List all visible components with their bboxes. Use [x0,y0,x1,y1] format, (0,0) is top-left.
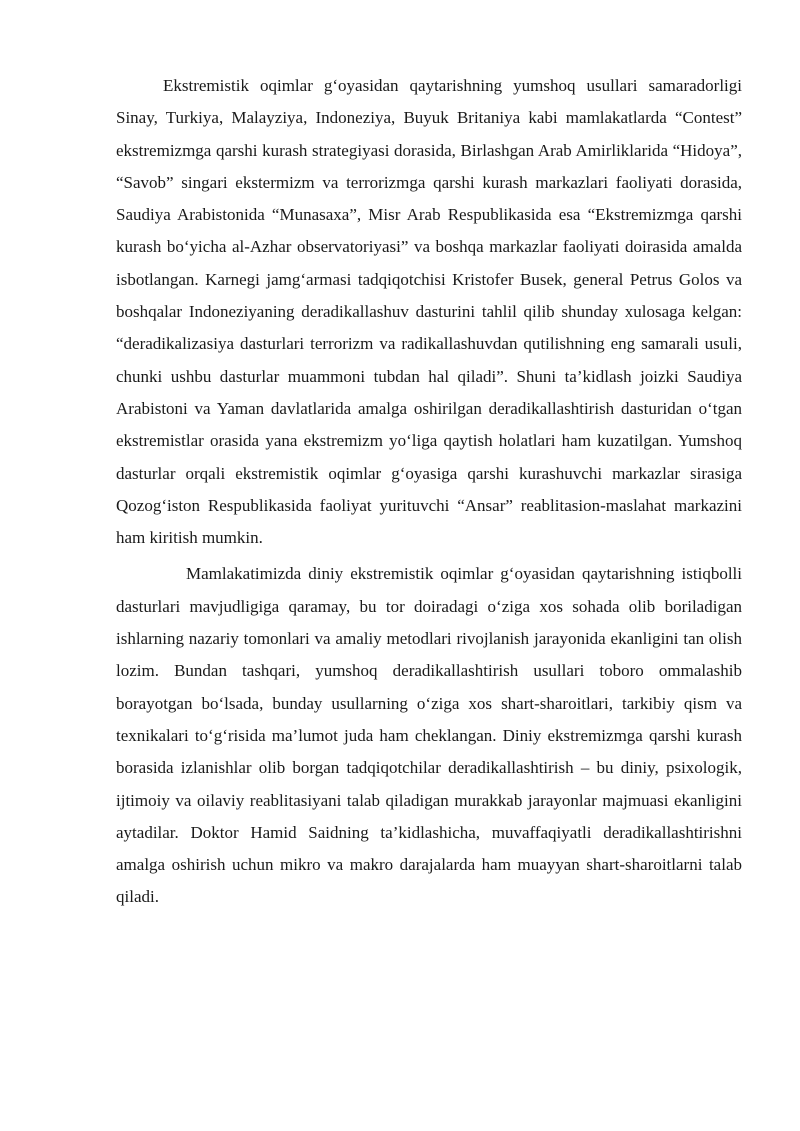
paragraph-1: Ekstremistik oqimlar g‘oyasidan qaytarishning yumshoq usullari samaradorligi Sinay, Turkiya, Malayziya, Indoneziya, Buyuk Britaniya kabi mamlakatlarda “Contest” ekstremizmga qarshi kurash strategiyasi dorasida, Birlashgan Arab Amirliklarida “Hidoya”, “Savob” singari ekstermizm va terrorizmga qarshi kurash markazlari faoliyati dorasida, Saudiya Arabistonida “Munasaxa”, Misr Arab Respublikasida esa “Ekstremizmga qarshi kurash bo‘yicha al-Azhar observatoriyasi” va boshqa markazlar faoliyati doirasida amalda isbotlangan. Karnegi jamg‘armasi tadqiqotchisi Kristofer Busek, general Petrus Golos va boshqalar Indoneziyaning deradikallashuv dasturini tahlil qilib shunday xulosaga kelgan: “deradikalizasiya dasturlari terrorizm va radikallashuvdan qutilishning eng samarali usuli, chunki ushbu dasturlar muammoni tubdan hal qiladi”. Shuni ta’kidlash joizki Saudiya Arabistoni va Yaman davlatlarida amalga oshirilgan deradikallashtirish dasturidan o‘tgan ekstremistlar orasida yana ekstremizm yo‘liga qaytish holatlari ham kuzatilgan. Yumshoq dasturlar orqali ekstremistik oqimlar g‘oyasiga qarshi kurashuvchi markazlar sirasiga Qozog‘iston Respublikasida faoliyat yurituvchi “Ansar” reablitasion-maslahat markazini ham kiritish mumkin. [116,76,742,548]
body-text [116,70,742,914]
paragraph-2: Mamlakatimizda diniy ekstremistik oqimlar g‘oyasidan qaytarishning istiqbolli dasturlari mavjudligiga qaramay, bu tor doiradagi o‘ziga xos sohada olib boriladigan ishlarning nazariy tomonlari va amaliy metodlari rivojlanish jarayonida ekanligini tan olish lozim. Bundan tashqari, yumshoq deradikallashtirish usullari toboro ommalashib borayotgan bo‘lsada, bunday usullarning o‘ziga xos shart-sharoitlari, tarkibiy qism va texnikalari to‘g‘risida ma’lumot juda ham cheklangan. Diniy ekstremizmga qarshi kurash borasida izlanishlar olib borgan tadqiqotchilar deradikallashtirish – bu diniy, psixologik, ijtimoiy va oilaviy reablitasiyani talab qiladigan murakkab jarayonlar majmuasi ekanligini aytadilar. Doktor Hamid Saidning ta’kidlashicha, muvaffaqiyatli deradikallashtirishni amalga oshirish uchun mikro va makro darajalarda ham muayyan shart-sharoitlarni talab qiladi. [116,564,742,907]
